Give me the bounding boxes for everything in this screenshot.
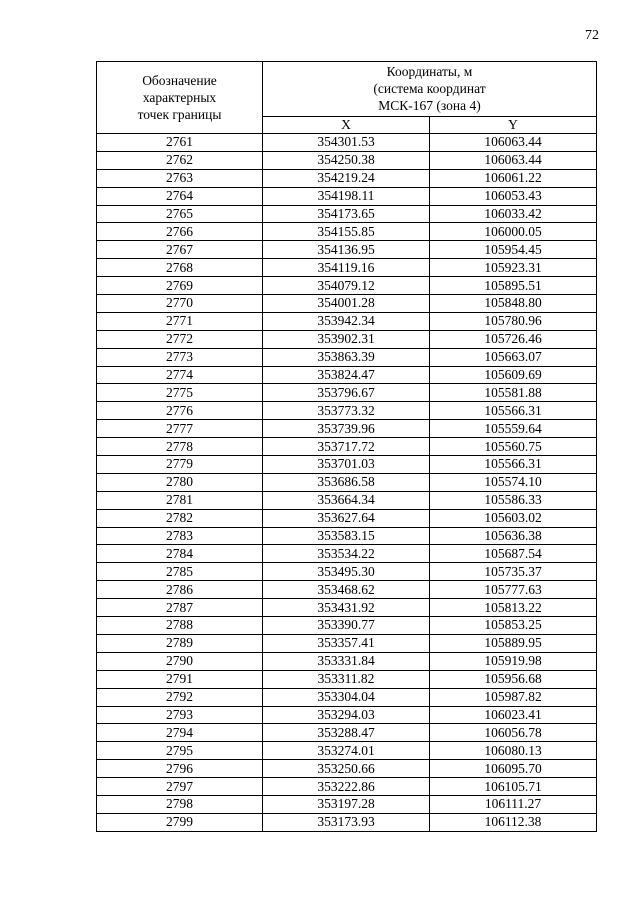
y-coordinate-cell: 106063.44 xyxy=(430,151,597,169)
table-row xyxy=(97,795,597,813)
table-header-row xyxy=(97,62,597,117)
x-coordinate-cell: 354119.16 xyxy=(263,259,430,277)
point-cell: 2778 xyxy=(97,438,263,456)
y-coordinate-cell: 106000.05 xyxy=(430,223,597,241)
y-coordinate-cell: 105735.37 xyxy=(430,563,597,581)
x-coordinate-cell: 353701.03 xyxy=(263,456,430,474)
x-coordinate-cell: 353274.01 xyxy=(263,742,430,760)
y-coordinate-cell: 105813.22 xyxy=(430,599,597,617)
y-coordinate-cell: 105559.64 xyxy=(430,420,597,438)
coordinates-column-header xyxy=(263,62,597,117)
x-coordinate-cell: 353197.28 xyxy=(263,795,430,813)
x-coordinate-cell: 353863.39 xyxy=(263,348,430,366)
table-row xyxy=(97,581,597,599)
table-row xyxy=(97,438,597,456)
y-coordinate-cell: 105609.69 xyxy=(430,366,597,384)
point-cell: 2785 xyxy=(97,563,263,581)
point-cell: 2768 xyxy=(97,259,263,277)
y-coordinate-cell: 106056.78 xyxy=(430,724,597,742)
y-coordinate-cell: 106111.27 xyxy=(430,795,597,813)
point-cell: 2777 xyxy=(97,420,263,438)
x-coordinate-cell: 353331.84 xyxy=(263,652,430,670)
y-coordinate-cell: 106080.13 xyxy=(430,742,597,760)
point-cell: 2771 xyxy=(97,312,263,330)
x-coordinate-cell: 353739.96 xyxy=(263,420,430,438)
point-cell: 2794 xyxy=(97,724,263,742)
point-cell: 2798 xyxy=(97,795,263,813)
point-cell: 2780 xyxy=(97,473,263,491)
table-row xyxy=(97,187,597,205)
x-coordinate-cell: 353222.86 xyxy=(263,778,430,796)
table-row xyxy=(97,312,597,330)
y-coordinate-cell: 105566.31 xyxy=(430,402,597,420)
point-cell: 2765 xyxy=(97,205,263,223)
x-coordinate-cell: 354079.12 xyxy=(263,277,430,295)
x-coordinate-cell: 353664.34 xyxy=(263,491,430,509)
x-coordinate-cell: 354250.38 xyxy=(263,151,430,169)
x-coordinate-cell: 353431.92 xyxy=(263,599,430,617)
x-coordinate-cell: 354136.95 xyxy=(263,241,430,259)
x-coordinate-cell: 353627.64 xyxy=(263,509,430,527)
point-cell: 2791 xyxy=(97,670,263,688)
coord-header-line: (система координат xyxy=(373,81,486,97)
point-cell: 2793 xyxy=(97,706,263,724)
y-column-header: Y xyxy=(430,116,597,133)
point-cell: 2772 xyxy=(97,330,263,348)
table-row xyxy=(97,402,597,420)
y-coordinate-cell: 105586.33 xyxy=(430,491,597,509)
y-coordinate-cell: 105777.63 xyxy=(430,581,597,599)
x-coordinate-cell: 353583.15 xyxy=(263,527,430,545)
table-row xyxy=(97,151,597,169)
y-coordinate-cell: 105923.31 xyxy=(430,259,597,277)
x-coordinate-cell: 354301.53 xyxy=(263,134,430,152)
x-coordinate-cell: 354219.24 xyxy=(263,169,430,187)
table-row xyxy=(97,277,597,295)
point-cell: 2775 xyxy=(97,384,263,402)
y-coordinate-cell: 106063.44 xyxy=(430,134,597,152)
table-row xyxy=(97,134,597,152)
table-row xyxy=(97,366,597,384)
point-cell: 2797 xyxy=(97,778,263,796)
point-cell: 2770 xyxy=(97,295,263,313)
x-coordinate-cell: 353294.03 xyxy=(263,706,430,724)
x-coordinate-cell: 353357.41 xyxy=(263,634,430,652)
point-cell: 2789 xyxy=(97,634,263,652)
y-coordinate-cell: 106053.43 xyxy=(430,187,597,205)
y-coordinate-cell: 106095.70 xyxy=(430,760,597,778)
point-cell: 2776 xyxy=(97,402,263,420)
y-coordinate-cell: 105848.80 xyxy=(430,295,597,313)
x-coordinate-cell: 353796.67 xyxy=(263,384,430,402)
table-row xyxy=(97,205,597,223)
point-cell: 2792 xyxy=(97,688,263,706)
table-row xyxy=(97,617,597,635)
y-coordinate-cell: 105895.51 xyxy=(430,277,597,295)
x-coordinate-cell: 353304.04 xyxy=(263,688,430,706)
point-cell: 2764 xyxy=(97,187,263,205)
table-row xyxy=(97,509,597,527)
y-coordinate-cell: 105566.31 xyxy=(430,456,597,474)
point-cell: 2795 xyxy=(97,742,263,760)
y-coordinate-cell: 105603.02 xyxy=(430,509,597,527)
table-row xyxy=(97,259,597,277)
point-cell: 2796 xyxy=(97,760,263,778)
point-cell: 2766 xyxy=(97,223,263,241)
x-coordinate-cell: 353288.47 xyxy=(263,724,430,742)
x-coordinate-cell: 353686.58 xyxy=(263,473,430,491)
table-row xyxy=(97,241,597,259)
table-row xyxy=(97,778,597,796)
table-row xyxy=(97,169,597,187)
y-coordinate-cell: 105954.45 xyxy=(430,241,597,259)
x-coordinate-cell: 353824.47 xyxy=(263,366,430,384)
table-row xyxy=(97,652,597,670)
y-coordinate-cell: 105636.38 xyxy=(430,527,597,545)
y-coordinate-cell: 105687.54 xyxy=(430,545,597,563)
point-cell: 2762 xyxy=(97,151,263,169)
y-coordinate-cell: 105780.96 xyxy=(430,312,597,330)
x-coordinate-cell: 353468.62 xyxy=(263,581,430,599)
table-row xyxy=(97,760,597,778)
y-coordinate-cell: 105889.95 xyxy=(430,634,597,652)
x-coordinate-cell: 354198.11 xyxy=(263,187,430,205)
y-coordinate-cell: 105987.82 xyxy=(430,688,597,706)
x-coordinate-cell: 353390.77 xyxy=(263,617,430,635)
coord-header-line: Координаты, м xyxy=(386,64,473,80)
table-row xyxy=(97,813,597,831)
table-row xyxy=(97,599,597,617)
x-coordinate-cell: 353773.32 xyxy=(263,402,430,420)
page-number: 72 xyxy=(585,28,599,43)
y-coordinate-cell: 105560.75 xyxy=(430,438,597,456)
point-cell: 2774 xyxy=(97,366,263,384)
y-coordinate-cell: 105726.46 xyxy=(430,330,597,348)
point-cell: 2769 xyxy=(97,277,263,295)
x-coordinate-cell: 353250.66 xyxy=(263,760,430,778)
point-cell: 2783 xyxy=(97,527,263,545)
point-cell: 2763 xyxy=(97,169,263,187)
table-row xyxy=(97,724,597,742)
x-coordinate-cell: 353942.34 xyxy=(263,312,430,330)
y-coordinate-cell: 105581.88 xyxy=(430,384,597,402)
table-row xyxy=(97,670,597,688)
point-cell: 2781 xyxy=(97,491,263,509)
point-cell: 2761 xyxy=(97,134,263,152)
y-coordinate-cell: 106061.22 xyxy=(430,169,597,187)
table-row xyxy=(97,634,597,652)
table-row xyxy=(97,420,597,438)
x-coordinate-cell: 353534.22 xyxy=(263,545,430,563)
x-coordinate-cell: 354155.85 xyxy=(263,223,430,241)
point-cell: 2788 xyxy=(97,617,263,635)
y-coordinate-cell: 105956.68 xyxy=(430,670,597,688)
y-coordinate-cell: 105919.98 xyxy=(430,652,597,670)
table-row xyxy=(97,688,597,706)
table-row xyxy=(97,706,597,724)
point-header-line: Обозначение xyxy=(142,73,217,88)
point-cell: 2782 xyxy=(97,509,263,527)
coord-header-line: МСК-167 (зона 4) xyxy=(378,98,481,114)
table-row xyxy=(97,527,597,545)
x-coordinate-cell: 353717.72 xyxy=(263,438,430,456)
table-body xyxy=(97,134,597,832)
point-header-line: точек границы xyxy=(137,107,222,122)
table-row xyxy=(97,348,597,366)
y-coordinate-cell: 106105.71 xyxy=(430,778,597,796)
table-row xyxy=(97,223,597,241)
point-cell: 2799 xyxy=(97,813,263,831)
x-coordinate-cell: 353173.93 xyxy=(263,813,430,831)
point-column-header xyxy=(97,62,263,134)
table-row xyxy=(97,545,597,563)
table-row xyxy=(97,330,597,348)
y-coordinate-cell: 105663.07 xyxy=(430,348,597,366)
table-row xyxy=(97,473,597,491)
x-coordinate-cell: 353902.31 xyxy=(263,330,430,348)
table-row xyxy=(97,295,597,313)
coordinates-table xyxy=(96,61,597,832)
y-coordinate-cell: 105574.10 xyxy=(430,473,597,491)
y-coordinate-cell: 105853.25 xyxy=(430,617,597,635)
x-column-header: X xyxy=(263,116,430,133)
table-row xyxy=(97,384,597,402)
y-coordinate-cell: 106033.42 xyxy=(430,205,597,223)
point-cell: 2790 xyxy=(97,652,263,670)
x-coordinate-cell: 354001.28 xyxy=(263,295,430,313)
point-cell: 2786 xyxy=(97,581,263,599)
point-cell: 2773 xyxy=(97,348,263,366)
table-row xyxy=(97,563,597,581)
table-row xyxy=(97,742,597,760)
point-cell: 2767 xyxy=(97,241,263,259)
x-coordinate-cell: 353311.82 xyxy=(263,670,430,688)
x-coordinate-cell: 354173.65 xyxy=(263,205,430,223)
y-coordinate-cell: 106112.38 xyxy=(430,813,597,831)
point-cell: 2787 xyxy=(97,599,263,617)
table-row xyxy=(97,491,597,509)
table-row xyxy=(97,456,597,474)
y-coordinate-cell: 106023.41 xyxy=(430,706,597,724)
point-cell: 2779 xyxy=(97,456,263,474)
point-cell: 2784 xyxy=(97,545,263,563)
x-coordinate-cell: 353495.30 xyxy=(263,563,430,581)
point-header-line: характерных xyxy=(142,90,217,105)
